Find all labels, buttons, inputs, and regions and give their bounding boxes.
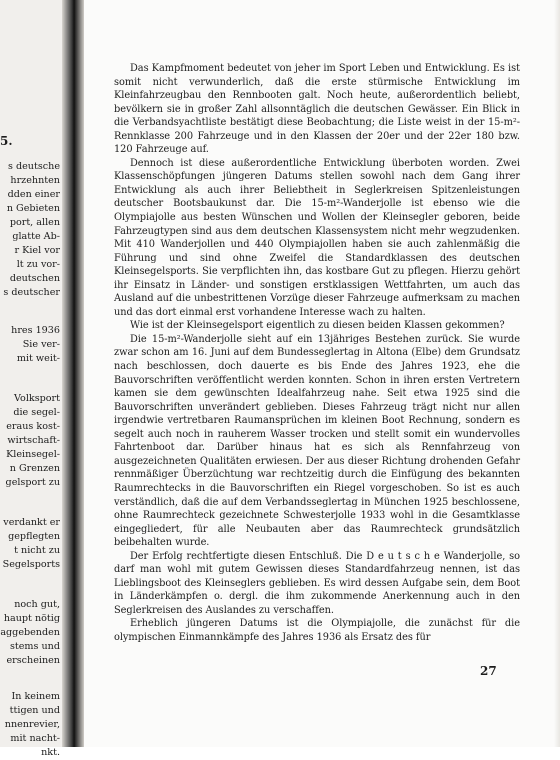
right-page [84, 0, 560, 747]
left-page-line: erscheinen [6, 655, 60, 666]
left-page-line: n Grenzen [9, 463, 60, 474]
left-page-line: Kleinsegel- [6, 449, 60, 460]
left-page-line: stems und [9, 641, 60, 652]
left-page-line: deutschen [9, 273, 60, 284]
paragraph: Erheblich jüngeren Datums ist die Olympiajolle, die zunächst für die olympischen Einmannkämpfe des Jahres 1936 als Ersatz des für [114, 618, 520, 643]
paragraph: Die 15-m²-Wanderjolle sieht auf ein 13jähriges Bestehen zurück. Sie wurde zwar schon am 16. Juni auf dem Bundesseglertag in Altona (Elbe) dem Grundsatz nach beschlossen, doch dauerte es bis Ende des Jahres 1923, ehe die Bauvorschriften veröffentlicht werden konnten. Schon in ihren ersten Vertretern kamen sie dem gewünschten Idealfahrzeug nahe. Seit etwa 1925 sind die Bauvorschriften unverändert geblieben. Dieses Fahrzeug trägt nicht nur allen irgendwie vertretbaren Raumansprüchen im kleinen Boot Rechnung, sondern es segelt auch noch in rauherem Wasser trocken und stellt somit ein wundervolles Fahrtenboot dar. Darüber hinaus hat es sich als Rennfahrzeug von ausgezeichneten Qualitäten erwiesen. Der aus dieser Richtung drohenden Gefahr rennmäßiger Überzüchtung war rechtzeitig durch die Einfügung des bekannten Raumrechtecks in die Bauvorschriften ein Riegel vorgeschoben. So ist es auch verständlich, daß die auf dem Verbandsseglertag in München 1925 beschlossene, ohne Raumrechteck gezeichnete Schwesterjolle 1933 wohl in die Gesamtklasse eingegliedert, für alle Neubauten aber das Raumrechteck grundsätzlich beibehalten wurde. [114, 333, 520, 549]
left-page-line: haupt nötig [3, 613, 60, 624]
left-page-line: t nicht zu [14, 545, 60, 556]
left-page-line: verdankt er [3, 517, 60, 528]
left-page [0, 0, 70, 758]
left-page-line: ttigen und [9, 705, 60, 716]
paragraph: Das Kampfmoment bedeutet von jeher im Sport Leben und Entwicklung. Es ist somit nicht verwunderlich, daß die erste stürmische Entwicklung im Kleinfahrzeugbau den Rennbooten galt. Noch heute, außerordentlich beliebt, bevölkern sie in großer Zahl allsonntäglich die deutschen Gewässer. Ein Blick in die Verbandsyachtliste bestätigt diese Beobachtung; die Liste weist in der 15-m²-Rennklasse 200 Fahrzeuge und in den Klassen der 20er und der 22er 180 bzw. 120 Fahrzeuge auf. [114, 63, 520, 156]
body-text [114, 62, 520, 645]
left-page-line: aggebenden [0, 627, 60, 638]
left-page-line: nnenrevier, [4, 719, 60, 730]
book-gutter [62, 0, 84, 747]
left-page-line: noch gut, [14, 599, 60, 610]
left-page-line: wirtschaft- [7, 435, 60, 446]
left-page-line: s deutscher [3, 287, 60, 298]
left-page-line: gelsport zu [5, 477, 60, 488]
left-page-section-marker: 5. [0, 134, 13, 148]
page-edge [554, 0, 560, 747]
left-page-line: In keinem [11, 691, 60, 702]
paragraph: Der Erfolg rechtfertigte diesen Entschluß. Die D e u t s c h e Wanderjolle, so darf man wohl mit gutem Gewissen dieses Standardfahrzeug nennen, ist das Lieblingsboot des Kleinseglers geblieben. Es wird dessen Aufgabe sein, dem Boot in Länderkämpfen o. dergl. die ihm zukommende Anerkennung auch in den Seglerkreisen des Auslandes zu verschaffen. [114, 550, 520, 616]
left-page-line: Segelsports [2, 559, 60, 570]
left-page-line: s deutsche [8, 161, 60, 172]
paragraph: Dennoch ist diese außerordentliche Entwicklung überboten worden. Zwei Klassenschöpfungen jüngeren Datums stellen sowohl nach dem Gang ihrer Entwicklung als auch ihrer Beliebtheit in Seglerkreisen Spitzenleistungen deutscher Bootsbaukunst dar. Die 15-m²-Wanderjolle ist ebenso wie die Olympiajolle aus besten Wünschen und Wollen der Kleinsegler geboren, beide Fahrzeugtypen sind aus dem deutschen Klassensystem nicht mehr wegzudenken. Mit 410 Wanderjollen und 440 Olympiajollen haben sie auch zahlenmäßig die Führung und sind ohne Zweifel die Standardklassen des deutschen Kleinsegelsports. Sie verpflichten ihn, das kostbare Gut zu pflegen. Hierzu gehört ihr Einsatz in Länder- und sonstigen erstklassigen Wettfahrten, um auch das Ausland auf die unbestrittenen Vorzüge dieser Fahrzeuge aufmerksam zu machen und das dort einmal erst vorhandene Interesse wach zu halten. [114, 157, 520, 318]
left-page-line: eraus kost- [6, 421, 60, 432]
left-page-line: Sie ver- [22, 339, 60, 350]
left-page-line: gepflegten [8, 531, 60, 542]
left-page-line: r Kiel vor [14, 245, 60, 256]
left-page-line: mit nacht- [10, 733, 60, 744]
paragraph: Wie ist der Kleinsegelsport eigentlich zu diesen beiden Klassen gekommen? [130, 320, 505, 332]
left-page-line: n Gebieten [6, 203, 60, 214]
left-page-line: dden einer [7, 189, 60, 200]
left-page-line: die segel- [13, 407, 60, 418]
left-page-line: lt zu vor- [16, 259, 60, 270]
page-number: 27 [480, 664, 497, 678]
left-page-line: port, allen [9, 217, 60, 228]
left-page-line: hrzehnten [10, 175, 60, 186]
left-page-line: glatte Ab- [12, 231, 60, 242]
left-page-line: Volksport [14, 393, 60, 404]
left-page-line: nkt. [41, 747, 60, 758]
left-page-line: hres 1936 [11, 325, 60, 336]
left-page-line: mit weit- [16, 353, 60, 364]
